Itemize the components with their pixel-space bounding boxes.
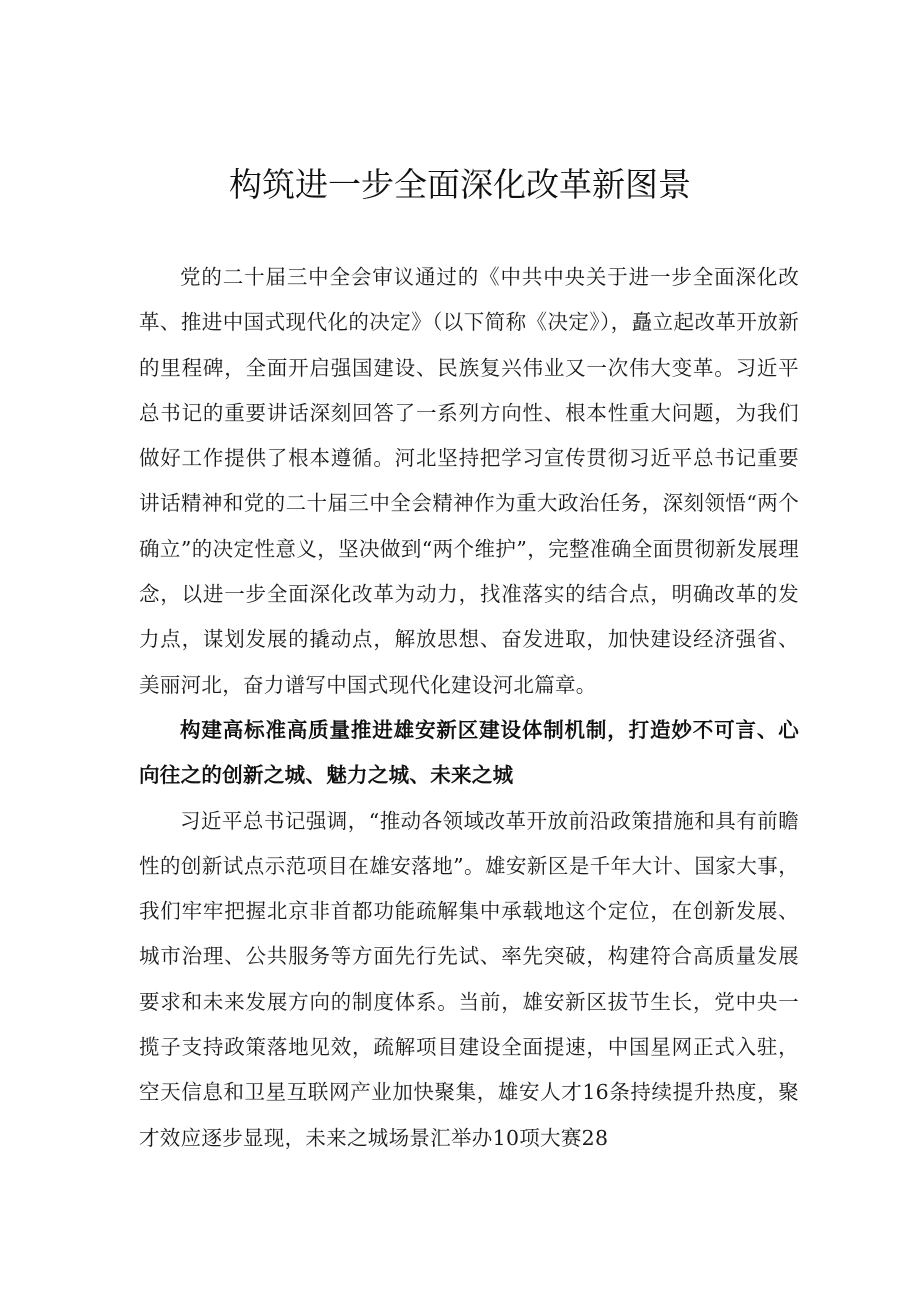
section-heading: 构建高标准高质量推进雄安新区建设体制机制，打造妙不可言、心向往之的创新之城、魅力之城、未来之城 [139,717,799,788]
section-paragraph: 习近平总书记强调，“推动各领域改革开放前沿政策措施和具有前瞻性的创新试点示范项目在雄安落地”。雄安新区是千年大计、国家大事，我们牢牢把握北京非首都功能疏解集中承载地这个定位，在创新发展、城市治理、公共服务等方面先行先试、率先突破，构建符合高质量发展要求和未来发展方向的制度体系。当前，雄安新区拔节生长，党中央一揽子支持政策落地见效，疏解项目建设全面提速，中国星网正式入驻，空天信息和卫星互联网产业加快聚集，雄安人才16条持续提升热度，聚才效应逐步显现，未来之城场景汇举办10项大赛28 [139,808,799,1150]
intro-paragraph: 党的二十届三中全会审议通过的《中共中央关于进一步全面深化改革、推进中国式现代化的决定》（以下简称《决定》），矗立起改革开放新的里程碑，全面开启强国建设、民族复兴伟业又一次伟大变革。习近平总书记的重要讲话深刻回答了一系列方向性、根本性重大问题，为我们做好工作提供了根本遵循。河北坚持把学习宣传贯彻习近平总书记重要讲话精神和党的二十届三中全会精神作为重大政治任务，深刻领悟“两个确立”的决定性意义，坚决做到“两个维护”，完整准确全面贯彻新发展理念，以进一步全面深化改革为动力，找准落实的结合点，明确改革的发力点，谋划发展的撬动点，解放思想、奋发进取，加快建设经济强省、美丽河北，奋力谱写中国式现代化建设河北篇章。 [139,265,799,697]
document-body [139,255,799,1161]
document-title: 构筑进一步全面深化改革新图景 [229,165,691,204]
